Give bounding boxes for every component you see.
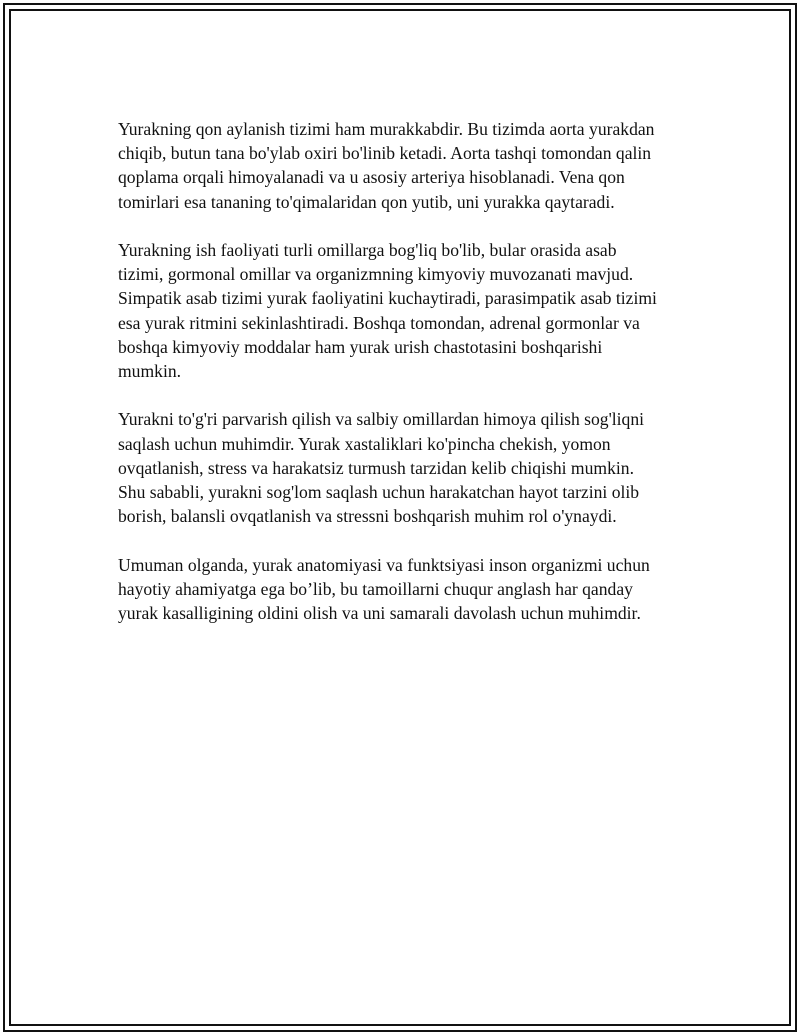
paragraph-1: Yurakning qon aylanish tizimi ham murakkabdir. Bu tizimda aorta yurakdan chiqib, butun tana bo'ylab oxiri bo'linib ketadi. Aorta tashqi tomondan qalin qoplama orqali himoyalanadi va u asosiy arteriya hisoblanadi. Vena qon tomirlari esa tananing to'qimalaridan qon yutib, uni yurakka qaytaradi. bbox=[118, 119, 655, 212]
paragraph-4: Umuman olganda, yurak anatomiyasi va funktsiyasi inson organizmi uchun hayotiy ahamiyatga ega bo’lib, bu tamoillarni chuqur anglash har qanday yurak kasalligining oldini olish va uni samarali davolash uchun muhimdir. bbox=[118, 554, 650, 624]
document-body bbox=[118, 117, 698, 649]
paragraph-2: Yurakning ish faoliyati turli omillarga bog'liq bo'lib, bular orasida asab tizimi, gormonal omillar va organizmning kimyoviy muvozanati mavjud. Simpatik asab tizimi yurak faoliyatini kuchaytiradi, parasimpatik asab tizimi esa yurak ritmini sekinlashtiradi. Boshqa tomondan, adrenal gormonlar va boshqa kimyoviy moddalar ham yurak urish chastotasini boshqarishi mumkin. bbox=[118, 240, 657, 382]
paragraph-3: Yurakni to'g'ri parvarish qilish va salbiy omillardan himoya qilish sog'liqni saqlash uchun muhimdir. Yurak xastaliklari ko'pincha chekish, yomon ovqatlanish, stress va harakatsiz turmush tarzidan kelib chiqishi mumkin. Shu sababli, yurakni sog'lom saqlash uchun harakatchan hayot tarzini olib borish, balansli ovqatlanish va stressni boshqarish muhim rol o'ynaydi. bbox=[118, 409, 645, 527]
